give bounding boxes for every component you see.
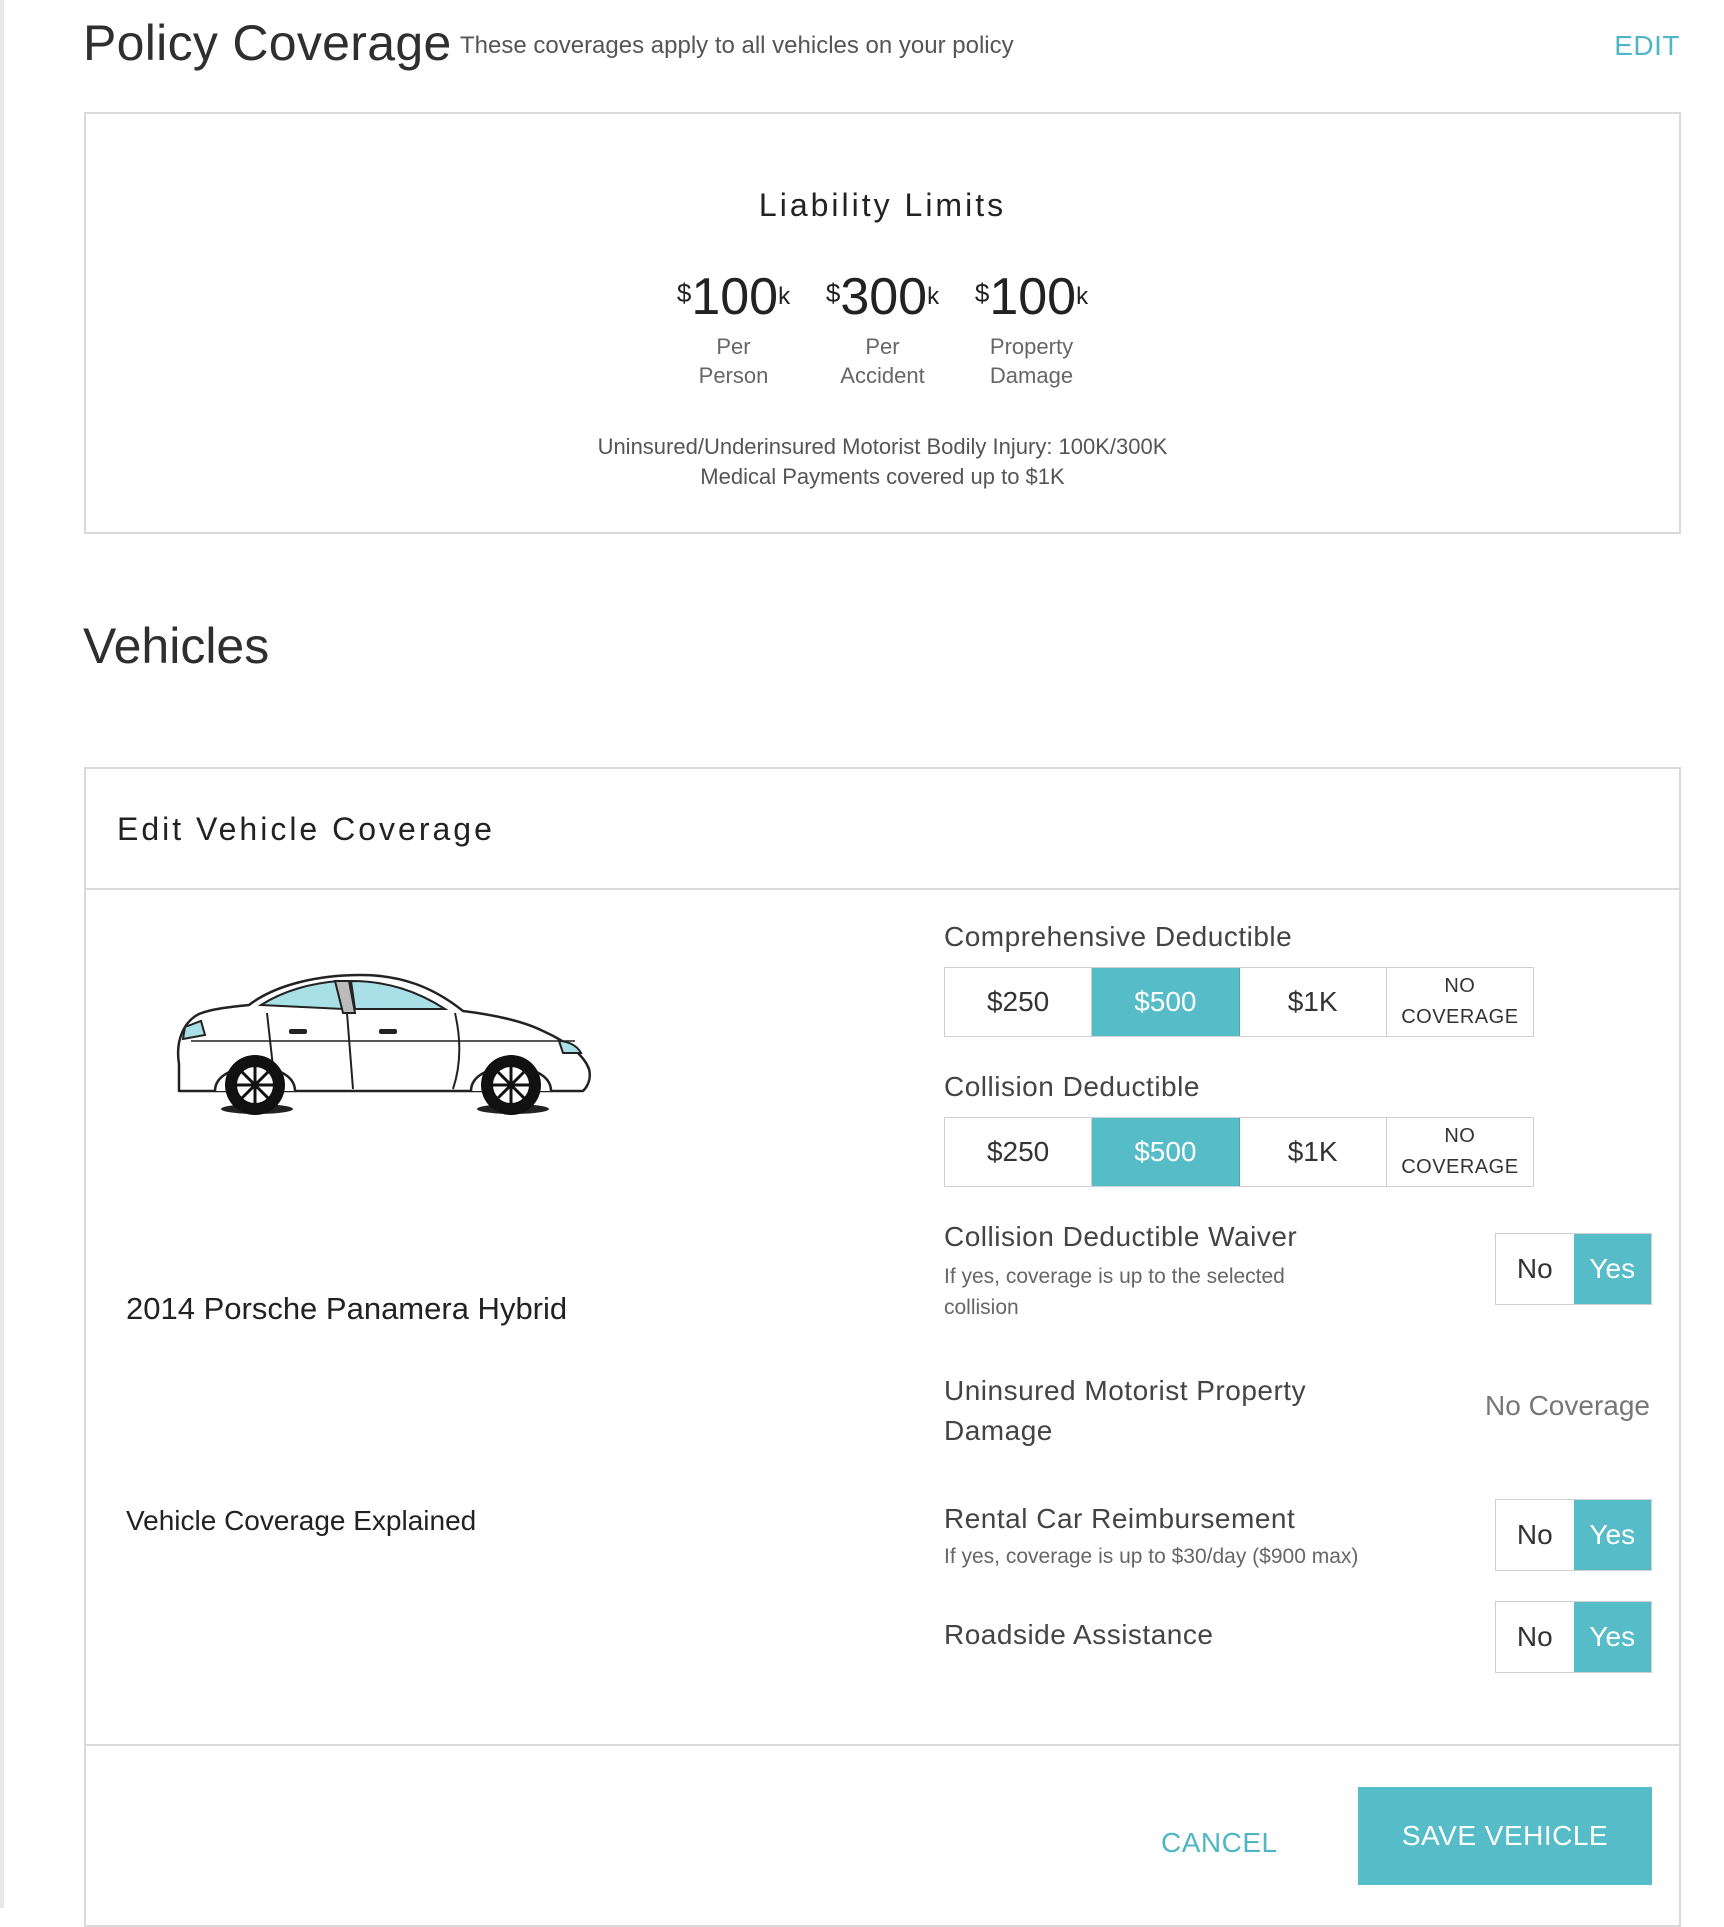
limit-value: 100	[989, 268, 1077, 326]
limit-label-line2: Person	[698, 363, 769, 388]
collision-waiver-help	[944, 1261, 1285, 1323]
policy-coverage-subtitle: These coverages apply to all vehicles on your policy	[460, 32, 1014, 59]
left-edge-divider	[0, 0, 4, 1908]
limit-amount	[659, 264, 808, 330]
limit-amount	[808, 264, 957, 330]
policy-coverage-title: Policy Coverage	[83, 15, 452, 71]
cancel-button[interactable]: CANCEL	[1161, 1827, 1278, 1858]
no-coverage-line1: NO	[1444, 1125, 1476, 1147]
collision-waiver-yes[interactable]: Yes	[1574, 1234, 1652, 1304]
currency-symbol: $	[676, 278, 692, 308]
rental-reimbursement-help: If yes, coverage is up to $30/day ($900 max)	[944, 1545, 1359, 1568]
collision-option-500[interactable]: $500	[1092, 1118, 1239, 1186]
liability-limits-card	[84, 112, 1681, 534]
limit-value: 300	[840, 268, 928, 326]
umpd-label	[944, 1371, 1306, 1451]
roadside-assistance-yes[interactable]: Yes	[1574, 1602, 1652, 1672]
currency-symbol: $	[974, 278, 990, 308]
comprehensive-option-1k[interactable]: $1K	[1240, 968, 1387, 1036]
liability-limits-title: Liability Limits	[758, 187, 1007, 223]
limit-per-person	[659, 264, 808, 390]
limit-amount	[957, 264, 1106, 330]
vehicle-name: 2014 Porsche Panamera Hybrid	[126, 1291, 568, 1326]
medical-payments-note: Medical Payments covered up to $1K	[700, 464, 1065, 489]
collision-waiver-label: Collision Deductible Waiver	[944, 1221, 1298, 1252]
comprehensive-deductible-selector	[944, 967, 1534, 1037]
card-footer-divider	[86, 1744, 1679, 1746]
limit-unit: k	[927, 283, 940, 310]
save-vehicle-button[interactable]: SAVE VEHICLE	[1358, 1787, 1652, 1885]
collision-option-250[interactable]: $250	[945, 1118, 1092, 1186]
rental-reimbursement-yes[interactable]: Yes	[1574, 1500, 1652, 1570]
roadside-assistance-no[interactable]: No	[1516, 1621, 1553, 1652]
no-coverage-line2: COVERAGE	[1401, 1156, 1519, 1178]
collision-option-1k[interactable]: $1K	[1240, 1118, 1387, 1186]
collision-deductible-selector	[944, 1117, 1534, 1187]
collision-option-no-coverage[interactable]	[1387, 1118, 1533, 1186]
comprehensive-option-500[interactable]: $500	[1092, 968, 1239, 1036]
limit-value: 100	[691, 268, 779, 326]
edit-vehicle-coverage-card	[84, 767, 1681, 1927]
vehicles-title: Vehicles	[83, 618, 270, 674]
limit-label-line1: Property	[989, 334, 1074, 359]
card-header-divider	[86, 888, 1679, 890]
edit-vehicle-coverage-title: Edit Vehicle Coverage	[117, 811, 495, 847]
rental-reimbursement-no[interactable]: No	[1516, 1519, 1553, 1550]
limit-label-line2: Damage	[989, 363, 1074, 388]
umpd-label-line1: Uninsured Motorist Property	[944, 1375, 1307, 1406]
limit-label-line1: Per	[865, 334, 900, 359]
vehicle-coverage-explained-link[interactable]: Vehicle Coverage Explained	[126, 1505, 477, 1536]
roadside-assistance-label: Roadside Assistance	[944, 1619, 1214, 1650]
limit-unit: k	[778, 283, 791, 310]
edit-policy-link[interactable]: EDIT	[1614, 30, 1680, 61]
help-line1: If yes, coverage is up to the selected	[944, 1265, 1285, 1288]
rental-reimbursement-label: Rental Car Reimbursement	[944, 1503, 1296, 1534]
limit-per-accident	[808, 264, 957, 390]
sedan-car-icon	[171, 969, 593, 1129]
rental-reimbursement-toggle	[1495, 1499, 1652, 1571]
comprehensive-option-250[interactable]: $250	[945, 968, 1092, 1036]
comprehensive-deductible-label: Comprehensive Deductible	[944, 921, 1293, 952]
no-coverage-line2: COVERAGE	[1401, 1006, 1519, 1028]
umpd-value: No Coverage	[1485, 1390, 1650, 1421]
collision-deductible-label: Collision Deductible	[944, 1071, 1200, 1102]
no-coverage-line1: NO	[1444, 975, 1476, 997]
help-line2: collision	[944, 1296, 1019, 1319]
collision-waiver-toggle	[1495, 1233, 1652, 1305]
currency-symbol: $	[825, 278, 841, 308]
limit-label-line1: Per	[716, 334, 751, 359]
limit-property-damage	[957, 264, 1106, 390]
limit-unit: k	[1076, 283, 1089, 310]
liability-limits-row	[86, 264, 1679, 390]
limit-label-line2: Accident	[840, 363, 925, 388]
roadside-assistance-toggle	[1495, 1601, 1652, 1673]
umpd-label-line2: Damage	[944, 1415, 1053, 1446]
uninsured-motorist-note: Uninsured/Underinsured Motorist Bodily Injury: 100K/300K	[597, 434, 1168, 459]
collision-waiver-no[interactable]: No	[1516, 1253, 1553, 1284]
comprehensive-option-no-coverage[interactable]	[1387, 968, 1533, 1036]
